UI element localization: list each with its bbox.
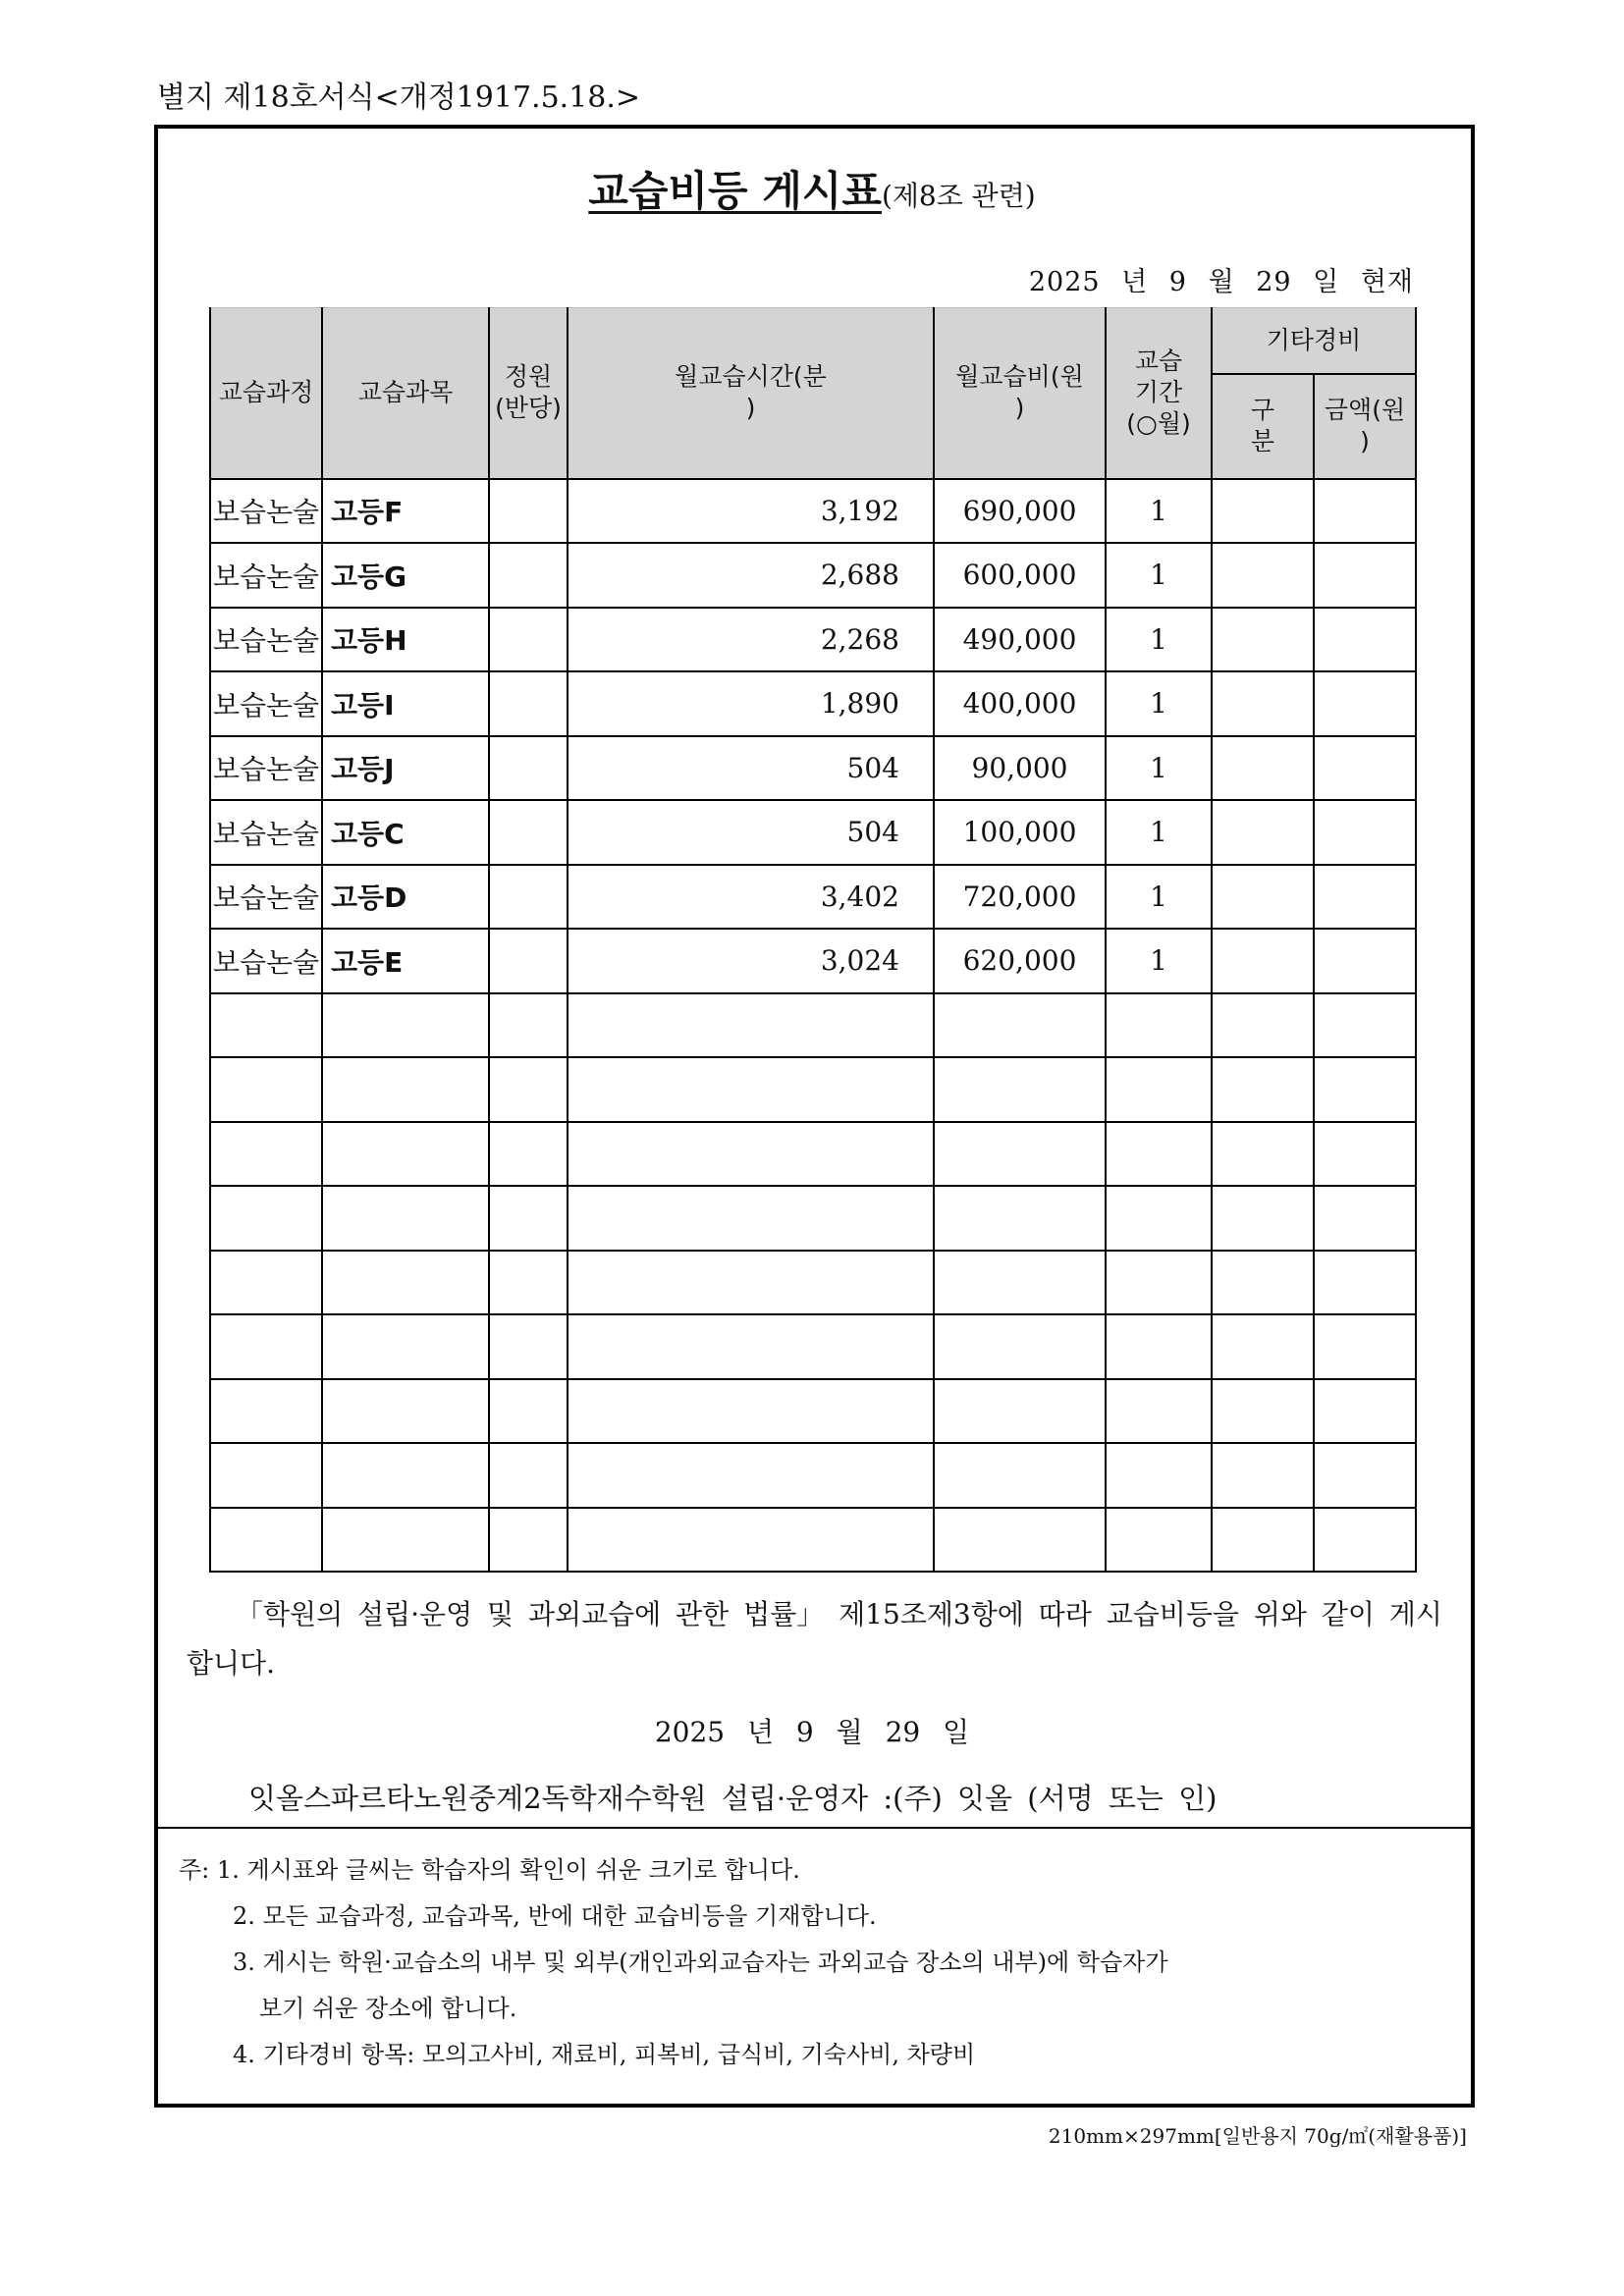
cell-course: 보습논술	[210, 929, 322, 993]
cell-amount	[1314, 865, 1416, 930]
table-row	[210, 736, 1416, 801]
cell-category	[1212, 929, 1314, 993]
cell-monthly-fee: 620,000	[934, 929, 1106, 993]
header-category: 구 분	[1212, 374, 1314, 479]
cell-period	[1106, 1379, 1212, 1444]
cell-monthly-fee: 600,000	[934, 543, 1106, 608]
cell-monthly-minutes: 2,268	[568, 608, 934, 672]
table-row	[210, 1508, 1416, 1573]
note-item: 3. 게시는 학원·교습소의 내부 및 외부(개인과외교습자는 과외교습 장소의 내부)에 학습자가	[233, 1949, 1168, 1976]
cell-monthly-fee	[934, 1186, 1106, 1251]
cell-course	[210, 1057, 322, 1122]
cell-capacity	[489, 800, 568, 865]
cell-course: 보습논술	[210, 800, 322, 865]
cell-period: 1	[1106, 543, 1212, 608]
cell-capacity	[489, 1314, 568, 1379]
notes-section	[179, 1847, 1168, 2078]
cell-capacity	[489, 671, 568, 736]
cell-monthly-fee	[934, 1314, 1106, 1379]
cell-capacity	[489, 479, 568, 544]
cell-course: 보습논술	[210, 543, 322, 608]
table-row	[210, 993, 1416, 1058]
cell-monthly-minutes: 2,688	[568, 543, 934, 608]
cell-course: 보습논술	[210, 865, 322, 930]
notes-divider	[158, 1827, 1471, 1829]
cell-category	[1212, 1251, 1314, 1315]
cell-monthly-fee: 720,000	[934, 865, 1106, 930]
cell-capacity	[489, 993, 568, 1058]
cell-monthly-fee	[934, 1122, 1106, 1187]
cell-capacity	[489, 543, 568, 608]
cell-subject: 고등I	[322, 671, 489, 736]
cell-category	[1212, 1057, 1314, 1122]
operator-signature-line: 잇올스파르타노원중계2독학재수학원 설립·운영자 :(주) 잇올 (서명 또는 인)	[248, 1782, 1218, 1815]
cell-capacity	[489, 1251, 568, 1315]
cell-monthly-minutes	[568, 1443, 934, 1508]
cell-period	[1106, 1314, 1212, 1379]
cell-capacity	[489, 1057, 568, 1122]
table-row	[210, 671, 1416, 736]
cell-monthly-minutes	[568, 1508, 934, 1573]
cell-period	[1106, 1443, 1212, 1508]
cell-subject: 고등G	[322, 543, 489, 608]
cell-period: 1	[1106, 929, 1212, 993]
cell-monthly-fee	[934, 1057, 1106, 1122]
cell-amount	[1314, 1122, 1416, 1187]
cell-amount	[1314, 479, 1416, 544]
cell-subject	[322, 1379, 489, 1444]
legal-statement: 「학원의 설립·운영 및 과외교습에 관한 법률」 제15조제3항에 따라 교습비등을 위와 같이 게시합니다.	[187, 1598, 1442, 1680]
cell-category	[1212, 1314, 1314, 1379]
cell-course: 보습논술	[210, 608, 322, 672]
table-row	[210, 1186, 1416, 1251]
cell-monthly-minutes: 1,890	[568, 671, 934, 736]
header-monthly-fee: 월교습비(원 )	[934, 308, 1106, 479]
cell-period: 1	[1106, 608, 1212, 672]
cell-monthly-minutes	[568, 1057, 934, 1122]
cell-amount	[1314, 1057, 1416, 1122]
signature-date: 2025 년 9 월 29 일	[654, 1716, 970, 1748]
header-subject: 교습과목	[322, 308, 489, 479]
cell-amount	[1314, 993, 1416, 1058]
cell-course	[210, 1122, 322, 1187]
cell-period: 1	[1106, 865, 1212, 930]
cell-course	[210, 1314, 322, 1379]
cell-monthly-fee: 90,000	[934, 736, 1106, 801]
cell-subject	[322, 993, 489, 1058]
cell-subject	[322, 1251, 489, 1315]
cell-category	[1212, 1122, 1314, 1187]
notes-prefix: 주:	[179, 1856, 210, 1884]
cell-amount	[1314, 800, 1416, 865]
fee-table-body	[210, 479, 1416, 1573]
cell-subject	[322, 1057, 489, 1122]
cell-monthly-minutes: 3,402	[568, 865, 934, 930]
cell-category	[1212, 865, 1314, 930]
cell-capacity	[489, 1508, 568, 1573]
cell-amount	[1314, 1379, 1416, 1444]
cell-amount	[1314, 929, 1416, 993]
title-main: 교습비등 게시표	[588, 167, 882, 215]
cell-course	[210, 1443, 322, 1508]
table-row	[210, 543, 1416, 608]
cell-amount	[1314, 671, 1416, 736]
note-item: 2. 모든 교습과정, 교습과목, 반에 대한 교습비등을 기재합니다.	[233, 1902, 877, 1930]
cell-capacity	[489, 1379, 568, 1444]
header-period: 교습 기간 (○월)	[1106, 308, 1212, 479]
cell-monthly-fee: 490,000	[934, 608, 1106, 672]
title-subtitle: (제8조 관련)	[881, 180, 1036, 212]
cell-period	[1106, 1057, 1212, 1122]
cell-course: 보습논술	[210, 479, 322, 544]
cell-monthly-fee: 400,000	[934, 671, 1106, 736]
cell-subject: 고등H	[322, 608, 489, 672]
cell-capacity	[489, 736, 568, 801]
cell-capacity	[489, 929, 568, 993]
table-row	[210, 1122, 1416, 1187]
cell-course: 보습논술	[210, 736, 322, 801]
cell-monthly-minutes: 3,192	[568, 479, 934, 544]
cell-monthly-minutes	[568, 1186, 934, 1251]
cell-course	[210, 1379, 322, 1444]
header-capacity: 정원 (반당)	[489, 308, 568, 479]
note-text: 1. 게시표와 글씨는 학습자의 확인이 쉬운 크기로 합니다.	[216, 1856, 800, 1884]
cell-amount	[1314, 1508, 1416, 1573]
cell-category	[1212, 1508, 1314, 1573]
table-row	[210, 1443, 1416, 1508]
header-course: 교습과정	[210, 308, 322, 479]
cell-amount	[1314, 1314, 1416, 1379]
cell-monthly-fee	[934, 1379, 1106, 1444]
cell-category	[1212, 800, 1314, 865]
cell-monthly-fee	[934, 993, 1106, 1058]
cell-subject	[322, 1186, 489, 1251]
cell-subject: 고등F	[322, 479, 489, 544]
cell-amount	[1314, 1443, 1416, 1508]
as-of-date: 2025 년 9 월 29 일 현재	[1028, 267, 1414, 297]
fee-table	[209, 307, 1417, 1573]
cell-period	[1106, 993, 1212, 1058]
cell-period	[1106, 1251, 1212, 1315]
cell-subject	[322, 1443, 489, 1508]
cell-amount	[1314, 1251, 1416, 1315]
cell-amount	[1314, 736, 1416, 801]
cell-subject	[322, 1122, 489, 1187]
cell-period: 1	[1106, 736, 1212, 801]
cell-category	[1212, 671, 1314, 736]
cell-period	[1106, 1508, 1212, 1573]
cell-monthly-minutes	[568, 1122, 934, 1187]
cell-monthly-fee	[934, 1508, 1106, 1573]
cell-course	[210, 1508, 322, 1573]
cell-category	[1212, 608, 1314, 672]
cell-monthly-minutes: 504	[568, 736, 934, 801]
cell-subject: 고등J	[322, 736, 489, 801]
cell-monthly-minutes	[568, 1379, 934, 1444]
cell-amount	[1314, 1186, 1416, 1251]
cell-monthly-minutes	[568, 993, 934, 1058]
cell-monthly-fee	[934, 1251, 1106, 1315]
header-other-expenses: 기타경비	[1212, 308, 1416, 374]
cell-course	[210, 993, 322, 1058]
cell-monthly-fee: 100,000	[934, 800, 1106, 865]
cell-monthly-minutes	[568, 1314, 934, 1379]
cell-subject: 고등C	[322, 800, 489, 865]
note-item-continuation: 보기 쉬운 장소에 합니다.	[259, 1995, 517, 2022]
document-title	[0, 159, 1624, 218]
cell-subject: 고등E	[322, 929, 489, 993]
note-item: 4. 기타경비 항목: 모의고사비, 재료비, 피복비, 급식비, 기숙사비, 차량비	[233, 2041, 976, 2068]
table-row	[210, 1379, 1416, 1444]
cell-monthly-fee	[934, 1443, 1106, 1508]
table-row	[210, 865, 1416, 930]
table-row	[210, 608, 1416, 672]
cell-period: 1	[1106, 671, 1212, 736]
cell-amount	[1314, 543, 1416, 608]
table-row	[210, 1251, 1416, 1315]
cell-monthly-minutes: 504	[568, 800, 934, 865]
cell-capacity	[489, 1443, 568, 1508]
cell-course	[210, 1186, 322, 1251]
cell-subject	[322, 1314, 489, 1379]
cell-subject	[322, 1508, 489, 1573]
cell-category	[1212, 543, 1314, 608]
table-row	[210, 479, 1416, 544]
table-row	[210, 800, 1416, 865]
table-row	[210, 1314, 1416, 1379]
cell-period	[1106, 1186, 1212, 1251]
cell-category	[1212, 1186, 1314, 1251]
cell-course: 보습논술	[210, 671, 322, 736]
cell-monthly-fee: 690,000	[934, 479, 1106, 544]
form-number-label: 별지 제18호서식<개정1917.5.18.>	[157, 80, 641, 115]
header-amount: 금액(원 )	[1314, 374, 1416, 479]
cell-category	[1212, 736, 1314, 801]
cell-category	[1212, 993, 1314, 1058]
table-row	[210, 929, 1416, 993]
cell-course	[210, 1251, 322, 1315]
header-monthly-minutes: 월교습시간(분 )	[568, 308, 934, 479]
cell-category	[1212, 1443, 1314, 1508]
cell-subject: 고등D	[322, 865, 489, 930]
paper-spec: 210mm×297mm[일반용지 70g/㎡(재활용품)]	[1048, 2124, 1467, 2148]
cell-capacity	[489, 608, 568, 672]
cell-capacity	[489, 1186, 568, 1251]
cell-period: 1	[1106, 800, 1212, 865]
cell-monthly-minutes	[568, 1251, 934, 1315]
note-item	[179, 1847, 1168, 1894]
cell-period: 1	[1106, 479, 1212, 544]
cell-amount	[1314, 608, 1416, 672]
cell-capacity	[489, 1122, 568, 1187]
table-row	[210, 1057, 1416, 1122]
cell-monthly-minutes: 3,024	[568, 929, 934, 993]
cell-category	[1212, 479, 1314, 544]
cell-period	[1106, 1122, 1212, 1187]
cell-capacity	[489, 865, 568, 930]
cell-category	[1212, 1379, 1314, 1444]
